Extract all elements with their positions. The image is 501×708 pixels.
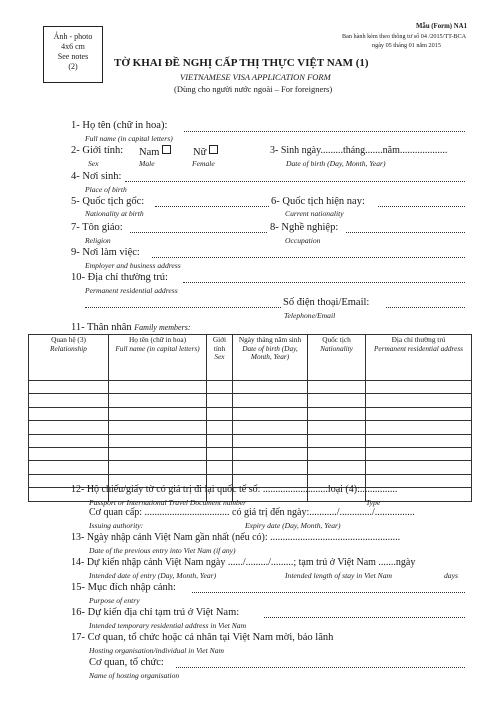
field-10-input[interactable] — [183, 282, 465, 283]
col-dob-vi: Ngày tháng năm sinh — [238, 335, 302, 344]
field-10-phone-en: Telephone/Email — [284, 311, 336, 320]
col-nationality — [308, 335, 366, 381]
table-row — [29, 381, 472, 394]
field-8-en: Occupation — [285, 236, 321, 245]
col-nationality-en: Nationality — [320, 343, 353, 353]
table-cell[interactable] — [366, 461, 472, 474]
field-6-en: Current nationality — [285, 209, 344, 218]
form-number: Mẫu (Form) NA1 — [416, 23, 467, 30]
table-cell[interactable] — [233, 394, 308, 407]
photo-box — [43, 26, 103, 83]
col-relationship-en: Relationship — [50, 343, 87, 353]
field-14-en-days: days — [444, 571, 458, 580]
form-title: TỜ KHAI ĐỀ NGHỊ CẤP THỊ THỰC VIỆT NAM (1) — [114, 57, 369, 69]
field-12-label[interactable]: 12- Hộ chiếu/giấy tờ có giá trị đi lại quốc tế số: ..........................loại (4):............... — [71, 484, 398, 495]
table-cell[interactable] — [109, 421, 207, 434]
col-relationship — [29, 335, 109, 381]
sex-female-label: Nữ — [193, 147, 207, 158]
table-cell[interactable] — [109, 461, 207, 474]
field-12-en-passport: Passport or International Travel Document number — [89, 498, 247, 507]
field-12-en-issuing: Issuing authority: — [89, 521, 144, 530]
col-relationship-vi: Quan hệ (3) — [51, 335, 86, 344]
field-13-en: Date of the previous entry into Viet Nam (if any) — [89, 546, 236, 555]
table-cell[interactable] — [207, 434, 233, 447]
table-cell[interactable] — [366, 407, 472, 420]
table-cell[interactable] — [366, 381, 472, 394]
field-3-en: Date of birth (Day, Month, Year) — [286, 159, 386, 168]
photo-see-notes: See notes — [57, 52, 89, 61]
field-17-en: Hosting organisation/individual in Viet Nam — [89, 646, 224, 655]
field-4-label: 4- Nơi sinh: — [71, 171, 122, 182]
field-6-input[interactable] — [378, 206, 465, 207]
table-row — [29, 421, 472, 434]
issued-line-2: ngày 05 tháng 01 năm 2015 — [372, 42, 441, 49]
photo-label: Ảnh - photo — [53, 32, 93, 41]
table-cell[interactable] — [109, 434, 207, 447]
table-row — [29, 434, 472, 447]
table-cell[interactable] — [308, 394, 366, 407]
col-dob-en: Date of birth (Day, Month, Year) — [242, 343, 298, 361]
field-16-input[interactable] — [264, 617, 465, 618]
table-cell[interactable] — [308, 381, 366, 394]
table-cell[interactable] — [233, 461, 308, 474]
field-12-issuing-label[interactable]: Cơ quan cấp: .................................. có giá trị đến ngày:.........../............./................ — [89, 507, 415, 518]
field-7-en: Religion — [85, 236, 111, 245]
field-12-en-type: Type — [366, 498, 381, 507]
field-10-phone-input[interactable] — [386, 307, 465, 308]
field-2-en-sex: Sex — [88, 159, 99, 168]
table-cell[interactable] — [109, 407, 207, 420]
table-cell[interactable] — [308, 421, 366, 434]
col-address-en: Permanent residential address — [373, 343, 464, 353]
field-17-label: 17- Cơ quan, tổ chức hoặc cá nhân tại Việt Nam mời, bảo lãnh — [71, 632, 334, 643]
table-cell[interactable] — [29, 421, 109, 434]
table-cell[interactable] — [29, 447, 109, 460]
field-4-en: Place of birth — [85, 185, 127, 194]
form-subtitle: (Dùng cho người nước ngoài – For foreigners) — [174, 84, 333, 94]
form-title-en: VIETNAMESE VISA APPLICATION FORM — [180, 72, 331, 82]
field-4-input[interactable] — [125, 181, 465, 182]
field-10-en: Permanent residential address — [85, 286, 178, 295]
issued-line-1: Ban hành kèm theo thông tư số 04 /2015/TT-BCA — [342, 33, 467, 40]
table-cell[interactable] — [29, 461, 109, 474]
table-cell[interactable] — [109, 394, 207, 407]
field-5-en: Nationality at birth — [85, 209, 144, 218]
field-16-label: 16- Dự kiến địa chỉ tạm trú ở Việt Nam: — [71, 607, 240, 618]
sex-female-option[interactable] — [193, 145, 218, 158]
table-cell[interactable] — [366, 434, 472, 447]
field-6-label: 6- Quốc tịch hiện nay: — [271, 196, 365, 207]
sex-male-option[interactable] — [139, 145, 171, 158]
field-13-label[interactable]: 13- Ngày nhập cảnh Việt Nam gần nhất (nếu có): .................................................... — [71, 532, 401, 543]
table-cell[interactable] — [207, 407, 233, 420]
table-cell[interactable] — [109, 447, 207, 460]
col-full-name — [109, 335, 207, 381]
field-8-input[interactable] — [346, 232, 465, 233]
table-cell[interactable] — [308, 407, 366, 420]
table-cell[interactable] — [109, 381, 207, 394]
table-cell[interactable] — [366, 394, 472, 407]
table-cell[interactable] — [207, 394, 233, 407]
col-full-name-en: Full name (in capital letters) — [115, 343, 200, 353]
table-cell[interactable] — [233, 447, 308, 460]
field-1-en: Full name (in capital letters) — [85, 134, 173, 143]
table-row — [29, 447, 472, 460]
field-15-en: Purpose of entry — [89, 596, 140, 605]
table-row — [29, 394, 472, 407]
table-cell[interactable] — [308, 447, 366, 460]
female-checkbox[interactable] — [209, 145, 218, 154]
field-5-input[interactable] — [155, 206, 269, 207]
photo-size: 4x6 cm — [61, 42, 85, 51]
field-2-en-male: Male — [139, 159, 155, 168]
field-15-input[interactable] — [192, 592, 465, 593]
table-row — [29, 407, 472, 420]
field-17-org-label: Cơ quan, tổ chức: — [89, 657, 164, 668]
field-17-org-input[interactable] — [176, 667, 465, 668]
field-9-input[interactable] — [152, 257, 465, 258]
field-8-label: 8- Nghề nghiệp: — [270, 222, 339, 233]
table-cell[interactable] — [207, 421, 233, 434]
male-checkbox[interactable] — [162, 145, 171, 154]
table-cell[interactable] — [29, 407, 109, 420]
field-15-label: 15- Mục đích nhập cảnh: — [71, 582, 176, 593]
field-7-input[interactable] — [130, 232, 267, 233]
table-cell[interactable] — [207, 381, 233, 394]
field-10-label: 10- Địa chỉ thường trú: — [71, 272, 168, 283]
field-10-phone-label: Số điện thoại/Email: — [283, 297, 370, 308]
field-12-en-expiry: Expiry date (Day, Month, Year) — [245, 521, 341, 530]
field-2-en-female: Female — [192, 159, 215, 168]
field-2-label: 2- Giới tính: — [71, 145, 124, 156]
field-7-label: 7- Tôn giáo: — [71, 222, 123, 233]
family-table-body — [29, 381, 472, 502]
table-cell[interactable] — [366, 447, 472, 460]
field-16-en: Intended temporary residential address in Viet Nam — [89, 621, 247, 630]
table-cell[interactable] — [29, 434, 109, 447]
field-11-en: Family members: — [134, 323, 191, 332]
field-10-input-line-2[interactable] — [85, 307, 281, 308]
table-cell[interactable] — [308, 461, 366, 474]
table-cell[interactable] — [29, 381, 109, 394]
table-cell[interactable] — [233, 434, 308, 447]
field-1-label: 1- Họ tên (chữ in hoa): — [71, 120, 168, 131]
sex-male-label: Nam — [139, 147, 160, 158]
field-9-label: 9- Nơi làm việc: — [71, 247, 140, 258]
col-full-name-vi: Họ tên (chữ in hoa) — [128, 335, 187, 344]
col-sex — [207, 335, 233, 381]
table-cell[interactable] — [233, 407, 308, 420]
col-dob — [233, 335, 308, 381]
col-sex-vi: Giới tính — [212, 335, 227, 353]
table-cell[interactable] — [366, 421, 472, 434]
table-cell[interactable] — [29, 394, 109, 407]
col-address — [366, 335, 472, 381]
col-address-vi: Địa chỉ thường trú — [391, 335, 446, 344]
field-14-en-date: Intended date of entry (Day, Month, Year) — [89, 571, 217, 580]
field-3-label[interactable]: 3- Sinh ngày.........tháng.......năm................... — [270, 145, 448, 156]
field-14-en-stay: Intended length of stay in Viet Nam — [285, 571, 392, 580]
table-cell[interactable] — [233, 381, 308, 394]
field-14-label[interactable]: 14- Dự kiến nhập cảnh Việt Nam ngày ....../........./.........; tạm trú ở Việt Nam .......ngày — [71, 557, 416, 568]
family-members-table — [28, 334, 472, 502]
field-5-label: 5- Quốc tịch gốc: — [71, 196, 145, 207]
field-1-input[interactable] — [184, 131, 465, 132]
field-17-org-en: Name of hosting organisation — [89, 671, 180, 680]
table-row — [29, 461, 472, 474]
field-9-en: Employer and business address — [85, 261, 181, 270]
table-cell[interactable] — [233, 421, 308, 434]
col-nationality-vi: Quốc tịch — [322, 335, 351, 344]
table-header-row — [29, 335, 472, 381]
field-11-vi: 11- Thân nhân — [71, 322, 132, 333]
table-cell[interactable] — [207, 461, 233, 474]
field-11-label — [71, 322, 191, 333]
col-sex-en: Sex — [214, 352, 225, 361]
table-cell[interactable] — [308, 434, 366, 447]
table-cell[interactable] — [207, 447, 233, 460]
photo-note-number: (2) — [68, 62, 78, 71]
